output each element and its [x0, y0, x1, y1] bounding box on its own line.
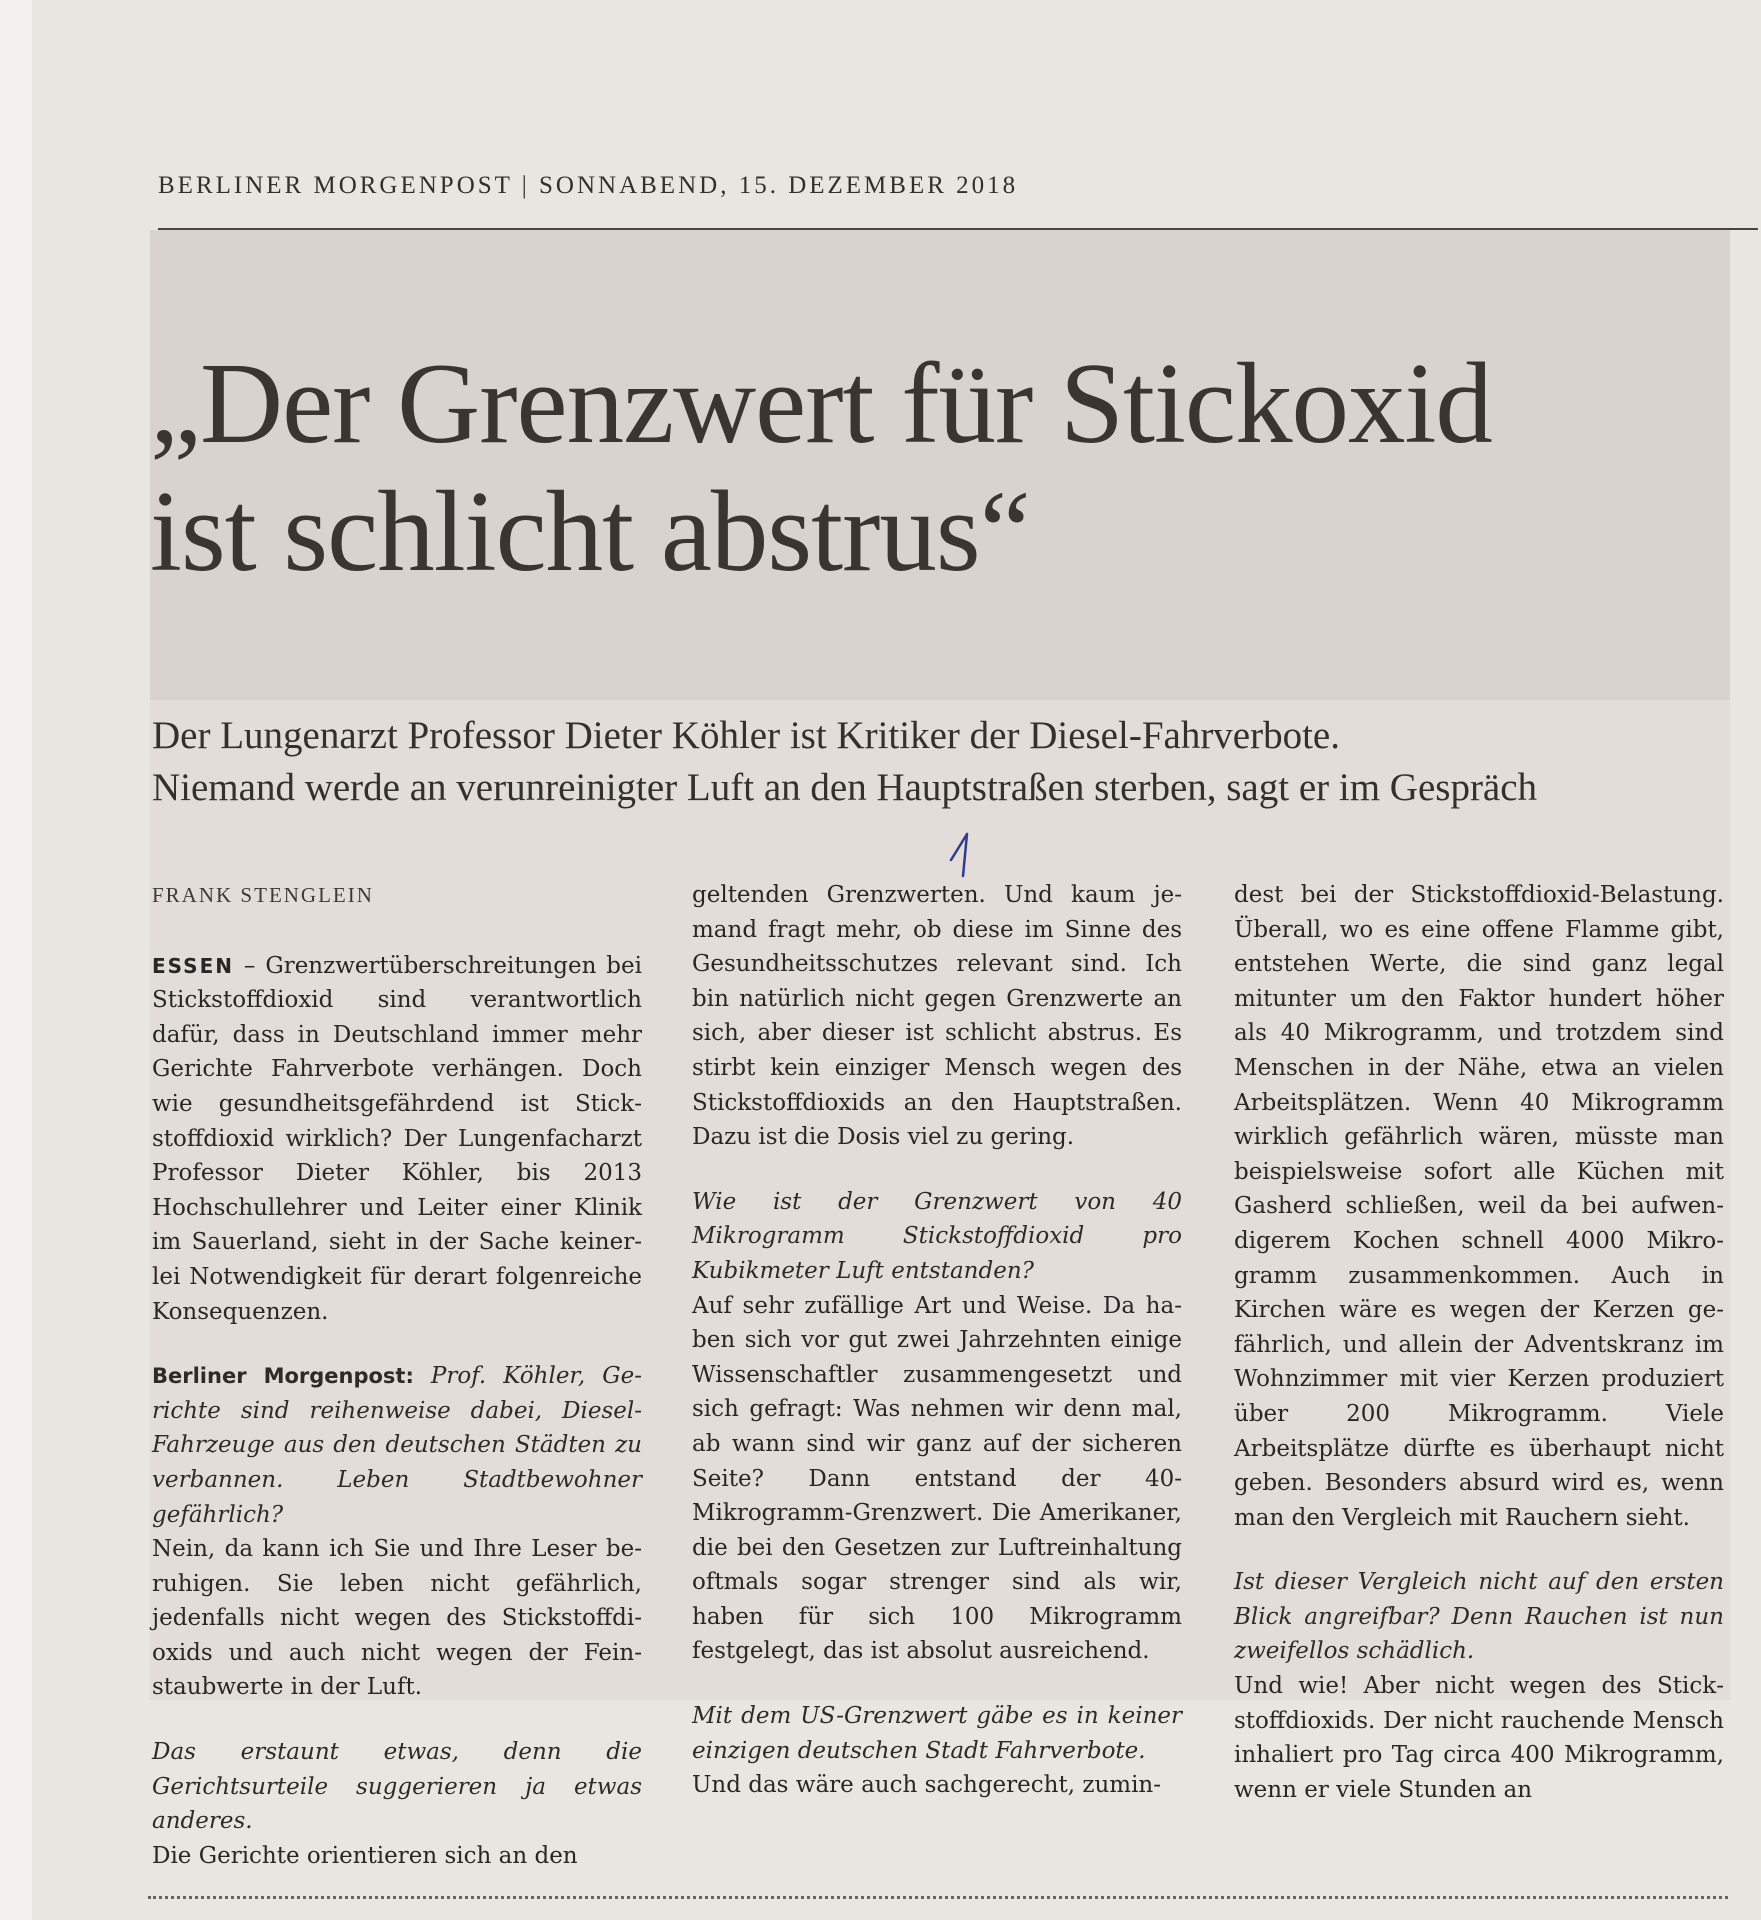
answer-3: Auf sehr zufällige Art und Weise. Da haben sich vor gut zwei Jahrzehnten einige Wissenschaftler zusammengesetzt und sich gefragt: Was nehmen wir denn mal, ab wann sind wir ganz auf der sicheren Seite? Dann entstand der 40-Mikrogramm-Grenzwert. Die Amerikaner, die bei den Gesetzen zur Luftreinhaltung oftmals sogar strenger sind als wir, haben für sich 100 Mikrogramm festgelegt, das ist absolut ausreichend.: [692, 1292, 1182, 1665]
interviewer-label: Berliner Morgenpost:: [152, 1364, 414, 1389]
byline: FRANK STENGLEIN: [152, 883, 374, 907]
headline-line-1: „Der Grenzwert für Stickoxid: [150, 340, 1492, 467]
header-rule: [158, 228, 1758, 230]
publication-name: BERLINER MORGENPOST: [158, 172, 513, 199]
bottom-dotted-rule: [148, 1896, 1728, 1899]
question-2: Das erstaunt etwas, denn die Gerichtsurteile suggerieren ja etwas anderes.: [152, 1739, 642, 1835]
answer-4-continued: dest bei der Stickstoffdioxid-Belastung. Überall, wo es eine offene Flamme gibt, entstehen Werte, die sind ganz legal mitunter um den Faktor hundert höher als 40 Mikrogramm, und trotzdem sind Menschen in der Nähe, etwa an vielen Arbeitsplätzen. Wenn 40 Mikrogramm wirklich gefährlich wären, müsste man beispielsweise sofort alle Küchen mit Gasherd schließen, weil da bei aufwendigerem Kochen schnell 4000 Mikrogramm zusammenkommen. Auch in Kirchen wäre es wegen der Kerzen gefährlich, und allein der Adventskranz im Wohnzimmer mit vier Kerzen produziert über 200 Mikrogramm. Viele Arbeitsplätze dürfte es überhaupt nicht geben. Besonders absurd wird es, wenn man den Vergleich mit Rauchern sieht.: [1234, 882, 1724, 1531]
answer-1: Nein, da kann ich Sie und Ihre Leser beruhigen. Sie leben nicht gefährlich, jedenfalls nicht wegen des Stickstoffdioxids und auch nicht wegen der Feinstaubwerte in der Luft.: [152, 1536, 642, 1701]
intro-paragraph: [152, 949, 642, 1330]
handwritten-pen-mark: [945, 830, 985, 880]
answer-4-start: Und das wäre auch sachgerecht, zumin-: [692, 1772, 1162, 1799]
question-5: Ist dieser Vergleich nicht auf den ersten Blick angreifbar? Denn Rauchen ist nun zweifellos schädlich.: [1234, 1569, 1724, 1665]
article-column-1: [152, 878, 642, 1873]
publication-header: [158, 172, 1358, 200]
article-column-3: [1234, 878, 1724, 1807]
subheadline: [152, 710, 1752, 814]
question-3: Wie ist der Grenzwert von 40 Mikrogramm Stickstoffdioxid pro Kubikmeter Luft entstanden?: [692, 1188, 1182, 1284]
intro-text: – Grenzwertüberschreitungen bei Stickstoffdioxid sind verantwortlich dafür, dass in Deutschland immer mehr Gerichte Fahrverbote verhängen. Doch wie gesundheitsgefährdend ist Stickstoffdioxid wirklich? Der Lungenfacharzt Professor Dieter Köhler, bis 2013 Hochschullehrer und Leiter einer Klinik im Sauerland, sieht in der Sache keinerlei Notwendigkeit für derart folgenreiche Konsequenzen.: [152, 952, 642, 1325]
headline: [150, 340, 1760, 596]
publication-date: SONNABEND, 15. DEZEMBER 2018: [539, 172, 1019, 199]
subheadline-line-2: Niemand werde an verunreinigter Luft an den Hauptstraßen sterben, sagt er im Gespräch: [152, 766, 1538, 809]
answer-5: Und wie! Aber nicht wegen des Stickstoffdioxids. Der nicht rauchende Mensch inhaliert pro Tag circa 400 Mikrogramm, wenn er viele Stunden an: [1234, 1673, 1724, 1803]
page-fold-edge: [0, 0, 32, 1920]
header-separator: |: [521, 172, 530, 199]
question-4: Mit dem US-Grenzwert gäbe es in keiner einzigen deutschen Stadt Fahrverbote.: [692, 1703, 1182, 1764]
answer-2-continued: geltenden Grenzwerten. Und kaum jemand fragt mehr, ob diese im Sinne des Gesundheitsschutzes relevant sind. Ich bin natürlich nicht gegen Grenzwerte an sich, aber dieser ist schlicht abstrus. Es stirbt kein einziger Mensch wegen des Stickstoffdioxids an den Hauptstraßen. Dazu ist die Dosis viel zu gering.: [692, 882, 1182, 1151]
dateline: ESSEN: [152, 953, 234, 978]
question-1: [152, 1359, 642, 1532]
answer-2-start: Die Gerichte orientieren sich an den: [152, 1842, 578, 1869]
question-1-text: Prof. Köhler, Gerichte sind reihenweise dabei, Diesel-Fahrzeuge aus den deutschen Städten zu verbannen. Leben Stadtbewohner gefährlich?: [152, 1363, 642, 1528]
subheadline-line-1: Der Lungenarzt Professor Dieter Köhler ist Kritiker der Diesel-Fahrverbote.: [152, 714, 1340, 757]
headline-line-2: ist schlicht abstrus“: [150, 468, 1030, 595]
article-column-2: [692, 878, 1182, 1803]
